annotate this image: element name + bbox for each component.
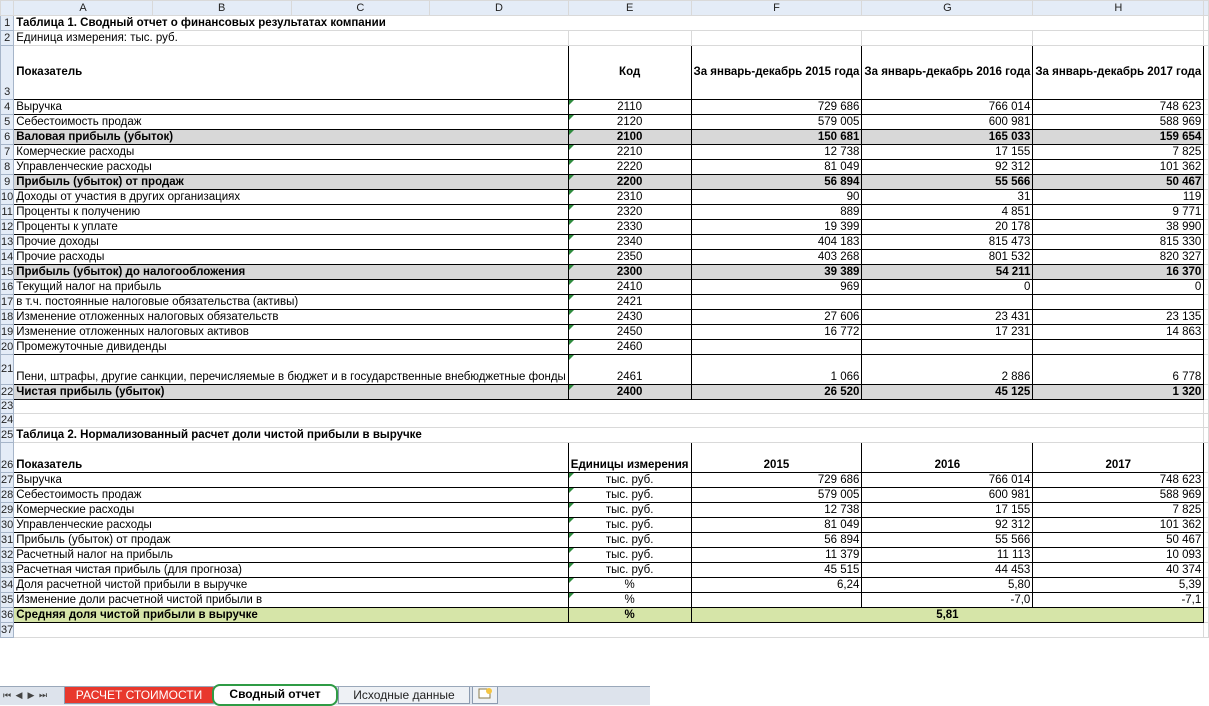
code-cell[interactable]: 2100 [568,130,691,145]
value-2017-cell[interactable]: 23 135 [1033,310,1204,325]
value-2017-cell[interactable]: 50 467 [1033,175,1204,190]
table2-header-indicator[interactable]: Показатель [14,443,569,473]
value-2016-cell[interactable]: 92 312 [862,518,1033,533]
indicator-cell[interactable]: Чистая прибыль (убыток) [14,385,569,400]
code-cell[interactable]: 2200 [568,175,691,190]
table1-row [1,295,1209,310]
unit-cell[interactable]: % [568,593,691,608]
row-header[interactable]: 3 [1,46,14,100]
unit-cell[interactable]: тыс. руб. [568,563,691,578]
table1-row [1,355,1209,385]
row-header[interactable]: 16 [1,280,14,293]
value-2017-cell[interactable] [1033,340,1204,355]
indicator-cell[interactable]: Прибыль (убыток) до налогообложения [14,265,569,280]
row-header[interactable]: 37 [1,623,14,636]
row-header[interactable]: 9 [1,175,14,190]
indicator-cell[interactable]: Проценты к получению [14,205,569,220]
unit-cell[interactable]: тыс. руб. [568,503,691,518]
table1-row [1,175,1209,190]
prev-sheet-icon[interactable]: ◀ [15,690,23,700]
value-2016-cell[interactable]: 17 155 [862,145,1033,160]
value-2015-cell[interactable]: 90 [691,190,862,205]
row-header[interactable]: 6 [1,130,14,145]
value-2016-cell[interactable]: 31 [862,190,1033,205]
value-2017-cell[interactable]: 588 969 [1033,115,1204,130]
insert-sheet-icon[interactable] [472,687,498,704]
table2-body [1,473,1209,608]
value-2015-cell[interactable]: 579 005 [691,488,862,503]
table1-row [1,310,1209,325]
row-header[interactable]: 12 [1,220,14,233]
indicator-cell[interactable]: Себестоимость продаж [14,488,569,503]
code-cell[interactable]: 2300 [568,265,691,280]
code-cell[interactable]: 2330 [568,220,691,235]
next-sheet-icon[interactable]: ▶ [27,690,35,700]
value-2017-cell[interactable]: 10 093 [1033,548,1204,563]
row-header[interactable]: 22 [1,385,14,398]
value-2016-cell[interactable]: 45 125 [862,385,1033,400]
value-2016-cell[interactable]: 165 033 [862,130,1033,145]
table1-unit[interactable]: Единица измерения: тыс. руб. [14,31,569,46]
row-header[interactable]: 31 [1,533,14,546]
value-2015-cell[interactable]: 27 606 [691,310,862,325]
indicator-cell[interactable]: Изменение отложенных налоговых обязательств [14,310,569,325]
code-cell[interactable]: 2460 [568,340,691,355]
unit-cell[interactable]: тыс. руб. [568,473,691,488]
value-2016-cell[interactable]: 600 981 [862,488,1033,503]
row-header[interactable]: 23 [1,400,14,412]
value-2015-cell[interactable]: 889 [691,205,862,220]
indicator-cell[interactable]: Пени, штрафы, другие санкции, перечисляемые в бюджет и в государственные внебюджетные фонды [14,355,569,385]
table2-row [1,593,1209,608]
table1-row [1,190,1209,205]
value-2015-cell[interactable]: 579 005 [691,115,862,130]
value-2015-cell[interactable] [691,593,862,608]
row-header[interactable]: 10 [1,190,14,203]
value-2017-cell[interactable]: 820 327 [1033,250,1204,265]
value-2015-cell[interactable]: 729 686 [691,100,862,115]
value-2015-cell[interactable]: 729 686 [691,473,862,488]
table1-row [1,250,1209,265]
row-header[interactable]: 5 [1,115,14,130]
value-2016-cell[interactable]: 55 566 [862,533,1033,548]
code-cell[interactable]: 2430 [568,310,691,325]
row-header[interactable]: 20 [1,340,14,353]
row-header[interactable]: 28 [1,488,14,501]
tab-raschet-stoimosti[interactable]: РАСЧЕТ СТОИМОСТИ [64,687,214,704]
value-2016-cell[interactable]: 55 566 [862,175,1033,190]
indicator-cell[interactable]: Текущий налог на прибыль [14,280,569,295]
value-2017-cell[interactable]: 7 825 [1033,503,1204,518]
code-cell[interactable]: 2400 [568,385,691,400]
value-2017-cell[interactable]: 119 [1033,190,1204,205]
row-header[interactable]: 34 [1,578,14,591]
indicator-cell[interactable]: Проценты к уплате [14,220,569,235]
value-2017-cell[interactable]: 16 370 [1033,265,1204,280]
indicator-cell[interactable]: Выручка [14,100,569,115]
table2-title[interactable]: Таблица 2. Нормализованный расчет доли чистой прибыли в выручке [14,428,1204,443]
column-header[interactable]: C [291,1,430,16]
value-2016-cell[interactable]: 815 473 [862,235,1033,250]
indicator-cell[interactable]: Прибыль (убыток) от продаж [14,533,569,548]
indicator-cell[interactable]: в т.ч. постоянные налоговые обязательства (активы) [14,295,569,310]
value-2017-cell[interactable]: 748 623 [1033,473,1204,488]
row-header[interactable]: 30 [1,518,14,531]
table1-title[interactable]: Таблица 1. Сводный отчет о финансовых результатах компании [14,16,1204,31]
value-2016-cell[interactable]: 600 981 [862,115,1033,130]
indicator-cell[interactable]: Выручка [14,473,569,488]
code-cell[interactable]: 2450 [568,325,691,340]
value-2016-cell[interactable]: 766 014 [862,100,1033,115]
value-2016-cell[interactable]: 11 113 [862,548,1033,563]
select-all-corner[interactable] [1,1,14,16]
column-header[interactable]: A [14,1,153,16]
value-2016-cell[interactable]: 44 453 [862,563,1033,578]
value-2015-cell[interactable]: 39 389 [691,265,862,280]
unit-cell[interactable]: тыс. руб. [568,488,691,503]
value-2015-cell[interactable]: 56 894 [691,175,862,190]
value-2015-cell[interactable]: 81 049 [691,160,862,175]
value-2016-cell[interactable]: -7,0 [862,593,1033,608]
value-2016-cell[interactable]: 23 431 [862,310,1033,325]
row-header[interactable]: 17 [1,295,14,308]
value-2015-cell[interactable]: 6,24 [691,578,862,593]
tab-svodnyi-otchet[interactable]: Сводный отчет [212,684,338,706]
value-2017-cell[interactable]: 815 330 [1033,235,1204,250]
value-2015-cell[interactable]: 404 183 [691,235,862,250]
indicator-cell[interactable]: Прочие доходы [14,235,569,250]
value-2015-cell[interactable]: 45 515 [691,563,862,578]
table1-row [1,235,1209,250]
code-cell[interactable]: 2410 [568,280,691,295]
value-2017-cell[interactable]: 101 362 [1033,518,1204,533]
table2-row [1,473,1209,488]
table1-row [1,280,1209,295]
table2-header-2015[interactable]: 2015 [691,443,862,473]
row-header[interactable]: 7 [1,145,14,160]
column-header[interactable]: B [152,1,291,16]
value-2015-cell[interactable] [691,340,862,355]
value-2015-cell[interactable]: 11 379 [691,548,862,563]
indicator-cell[interactable]: Прибыль (убыток) от продаж [14,175,569,190]
indicator-cell[interactable]: Управленческие расходы [14,160,569,175]
value-2016-cell[interactable]: 17 231 [862,325,1033,340]
indicator-cell[interactable]: Управленческие расходы [14,518,569,533]
table1-row [1,220,1209,235]
value-2017-cell[interactable]: 50 467 [1033,533,1204,548]
value-2015-cell[interactable]: 1 066 [691,355,862,385]
value-2015-cell[interactable]: 969 [691,280,862,295]
value-2015-cell[interactable]: 403 268 [691,250,862,265]
table2-row [1,548,1209,563]
avg-share-unit[interactable]: % [568,608,691,623]
row-header[interactable]: 15 [1,265,14,278]
column-header[interactable]: F [691,1,862,16]
value-2017-cell[interactable]: -7,1 [1033,593,1204,608]
row-header[interactable]: 18 [1,310,14,323]
value-2015-cell[interactable]: 56 894 [691,533,862,548]
value-2017-cell[interactable]: 1 320 [1033,385,1204,400]
value-2016-cell[interactable] [862,295,1033,310]
indicator-cell[interactable]: Себестоимость продаж [14,115,569,130]
table2-row [1,503,1209,518]
row-header[interactable]: 19 [1,325,14,338]
value-2016-cell[interactable]: 54 211 [862,265,1033,280]
value-2017-cell[interactable]: 38 990 [1033,220,1204,235]
row-header[interactable]: 33 [1,563,14,576]
column-header[interactable]: E [568,1,691,16]
value-2015-cell[interactable]: 26 520 [691,385,862,400]
indicator-cell[interactable]: Валовая прибыль (убыток) [14,130,569,145]
table1-row [1,325,1209,340]
table1-header-indicator[interactable]: Показатель [14,46,569,100]
last-sheet-icon[interactable]: ⏭ [38,690,48,700]
value-2016-cell[interactable]: 92 312 [862,160,1033,175]
value-2016-cell[interactable]: 20 178 [862,220,1033,235]
table1-header-code[interactable]: Код [568,46,691,100]
column-headers [1,1,1209,16]
row-header[interactable]: 2 [1,31,14,46]
row-header[interactable]: 4 [1,100,14,115]
column-header[interactable]: H [1033,1,1204,16]
indicator-cell[interactable]: Комерческие расходы [14,503,569,518]
table1-header-2017[interactable]: За январь-декабрь 2017 года [1033,46,1204,100]
column-header[interactable]: G [862,1,1033,16]
row-header[interactable]: 36 [1,608,14,621]
table2-row [1,488,1209,503]
value-2017-cell[interactable]: 5,39 [1033,578,1204,593]
value-2017-cell[interactable]: 101 362 [1033,160,1204,175]
row-header[interactable]: 21 [1,355,14,385]
row-header[interactable]: 14 [1,250,14,263]
first-sheet-icon[interactable]: ⏮ [2,690,12,700]
unit-cell[interactable]: тыс. руб. [568,518,691,533]
value-2017-cell[interactable]: 14 863 [1033,325,1204,340]
row-header[interactable]: 25 [1,428,14,441]
value-2015-cell[interactable]: 16 772 [691,325,862,340]
value-2015-cell[interactable]: 12 738 [691,503,862,518]
row-header[interactable]: 8 [1,160,14,175]
code-cell[interactable]: 2210 [568,145,691,160]
value-2016-cell[interactable]: 2 886 [862,355,1033,385]
table1-row [1,265,1209,280]
table1-row [1,145,1209,160]
table1-body [1,100,1209,400]
table1-row [1,160,1209,175]
row-header[interactable]: 13 [1,235,14,248]
value-2016-cell[interactable] [862,340,1033,355]
value-2015-cell[interactable]: 81 049 [691,518,862,533]
indicator-cell[interactable]: Комерческие расходы [14,145,569,160]
code-cell[interactable]: 2350 [568,250,691,265]
value-2017-cell[interactable]: 6 778 [1033,355,1204,385]
value-2016-cell[interactable]: 4 851 [862,205,1033,220]
value-2017-cell[interactable]: 40 374 [1033,563,1204,578]
tab-iskhodnye-dannye[interactable]: Исходные данные [338,687,470,704]
value-2016-cell[interactable]: 5,80 [862,578,1033,593]
value-2017-cell[interactable]: 0 [1033,280,1204,295]
row-header[interactable]: 29 [1,503,14,516]
value-2015-cell[interactable]: 150 681 [691,130,862,145]
table1-row [1,205,1209,220]
value-2017-cell[interactable]: 588 969 [1033,488,1204,503]
code-cell[interactable]: 2320 [568,205,691,220]
value-2017-cell[interactable]: 159 654 [1033,130,1204,145]
avg-share-value[interactable]: 5,81 [691,608,1204,623]
table2-row [1,518,1209,533]
table2-row [1,578,1209,593]
table1-header-2016[interactable]: За январь-декабрь 2016 года [862,46,1033,100]
table2-header-unit[interactable]: Единицы измерения [568,443,691,473]
indicator-cell[interactable]: Изменение доли расчетной чистой прибыли в [14,593,569,608]
code-cell[interactable]: 2421 [568,295,691,310]
value-2015-cell[interactable] [691,295,862,310]
row-header[interactable]: 27 [1,473,14,486]
column-header[interactable]: D [430,1,569,16]
unit-cell[interactable]: тыс. руб. [568,533,691,548]
row-header[interactable]: 11 [1,205,13,218]
row-header[interactable]: 26 [1,443,14,473]
value-2016-cell[interactable]: 766 014 [862,473,1033,488]
value-2015-cell[interactable]: 12 738 [691,145,862,160]
row-header[interactable]: 32 [1,548,14,561]
indicator-cell[interactable]: Промежуточные дивиденды [14,340,569,355]
unit-cell[interactable]: тыс. руб. [568,548,691,563]
value-2016-cell[interactable]: 0 [862,280,1033,295]
indicator-cell[interactable]: Изменение отложенных налоговых активов [14,325,569,340]
value-2017-cell[interactable]: 7 825 [1033,145,1204,160]
sheet-tab-bar [0,686,650,705]
row-header[interactable]: 1 [1,16,14,31]
value-2015-cell[interactable]: 19 399 [691,220,862,235]
table1-row [1,130,1209,145]
value-2017-cell[interactable]: 748 623 [1033,100,1204,115]
value-2016-cell[interactable]: 801 532 [862,250,1033,265]
indicator-cell[interactable]: Прочие расходы [14,250,569,265]
value-2017-cell[interactable]: 9 771 [1033,205,1204,220]
value-2016-cell[interactable]: 17 155 [862,503,1033,518]
table2-row [1,533,1209,548]
row-header[interactable]: 35 [1,593,14,606]
code-cell[interactable]: 2110 [568,100,691,115]
table1-row [1,115,1209,130]
avg-share-label[interactable]: Средняя доля чистой прибыли в выручке [14,608,569,623]
value-2017-cell[interactable] [1033,295,1204,310]
code-cell[interactable]: 2340 [568,235,691,250]
code-cell[interactable]: 2310 [568,190,691,205]
indicator-cell[interactable]: Расчетный налог на прибыль [14,548,569,563]
table1-header-2015[interactable]: За январь-декабрь 2015 года [691,46,862,100]
table2-row [1,563,1209,578]
table1-row [1,100,1209,115]
table1-row [1,385,1209,400]
table1-row [1,340,1209,355]
table2-header-2017[interactable]: 2017 [1033,443,1204,473]
row-header[interactable]: 24 [1,414,14,426]
unit-cell[interactable]: % [568,578,691,593]
indicator-cell[interactable]: Доходы от участия в других организациях [14,190,569,205]
code-cell[interactable]: 2461 [568,355,691,385]
indicator-cell[interactable]: Доля расчетной чистой прибыли в выручке [14,578,569,593]
indicator-cell[interactable]: Расчетная чистая прибыль (для прогноза) [14,563,569,578]
code-cell[interactable]: 2120 [568,115,691,130]
table2-header-2016[interactable]: 2016 [862,443,1033,473]
code-cell[interactable]: 2220 [568,160,691,175]
